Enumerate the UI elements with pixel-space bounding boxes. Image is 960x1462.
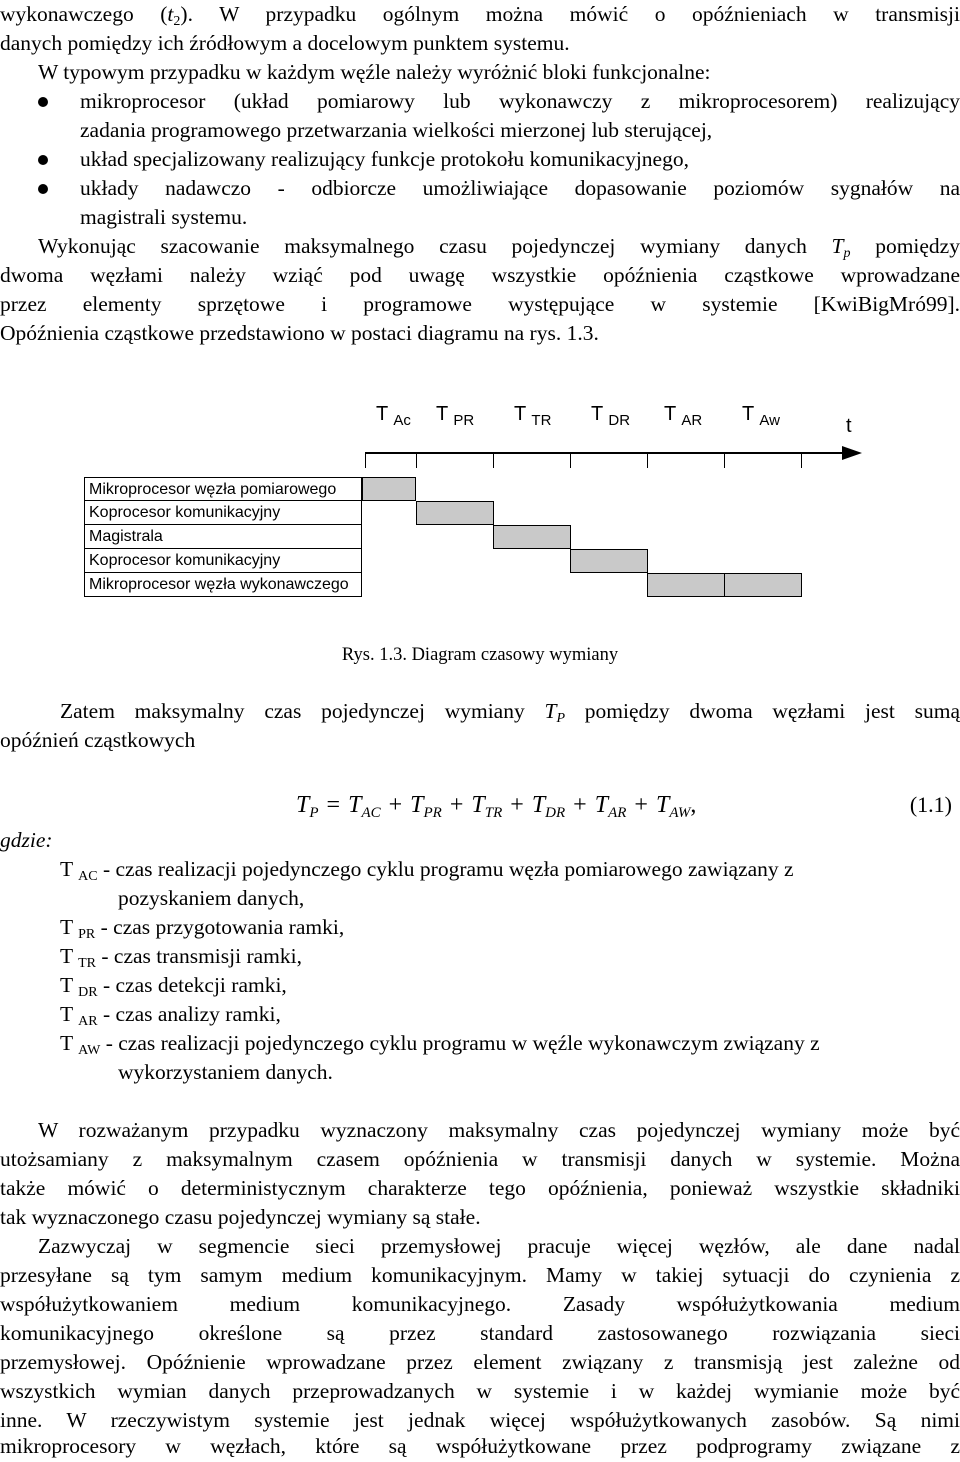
text-line: Zazwyczaj w segmencie sieci przemysłowej pracuje więcej węzłów, ale dane nadal (38, 1234, 960, 1258)
text-line: inne. W rzeczywistym systemie jest jednak więcej współużytkowanych zasobów. Są nimi (0, 1408, 960, 1432)
figure-caption: Rys. 1.3. Diagram czasowy wymiany (341, 645, 619, 665)
text-line: utożsamiany z maksymalnym czasem opóźnienia w transmisji danych w systemie. Można (0, 1147, 960, 1171)
text-line: Zatem maksymalny czas pojedynczej wymiany $T_P$ pomiędzy dwoma węzłami jest sumą (60, 699, 960, 726)
timing-block (647, 573, 725, 597)
text-line: przez elementy sprzętowe i programowe występujące w systemie [KwiBigMró99]. (0, 292, 960, 316)
equation-number: (1.1) (909, 792, 952, 817)
time-label: T $_{DR}$ (591, 403, 631, 429)
text-line: przesyłane są tym samym medium komunikacyjnym. Mamy w takiej sytuacji do czynienia z (0, 1263, 960, 1287)
text-line: tak wyznaczonego czasu pojedynczej wymiany są stałe. (0, 1205, 481, 1229)
text-line: przemysłowej. Opóźnienie wprowadzane przez element związany z transmisją jest zależne od (0, 1350, 960, 1374)
diagram-row-label: Koprocesor komunikacyjny (84, 501, 362, 525)
text-line: współużytkowaniem medium komunikacyjnego. Zasady współużytkowania medium (0, 1292, 960, 1316)
diagram-row-label: Magistrala (84, 525, 362, 549)
axis-label: t (846, 415, 852, 437)
arrow-right-icon (842, 446, 862, 460)
diagram-row-label: Mikroprocesor węzła wykonawczego (84, 573, 362, 597)
definition-item: T $_{AR}$ - czas analizy ramki, (60, 1002, 281, 1029)
bullet-text: magistrali systemu. (80, 205, 248, 229)
text-line: Opóźnienia cząstkowe przedstawiono w postaci diagramu na rys. 1.3. (0, 321, 599, 345)
axis-tick (570, 452, 571, 468)
bullet-text: układy nadawczo - odbiorcze umożliwiające dopasowanie poziomów sygnałów na (80, 176, 960, 200)
definition-item: T $_{DR}$ - czas detekcji ramki, (60, 973, 287, 1000)
text-line: wykonawczego $(t_2)$. W przypadku ogólnym można mówić o opóźnieniach w transmisji (0, 2, 960, 29)
bullet-text: zadania programowego przetwarzania wielkości mierzonej lub sterującej, (80, 118, 713, 142)
bullet-text: układ specjalizowany realizujący funkcje protokołu komunikacyjnego, (80, 147, 689, 171)
axis-tick (647, 452, 648, 468)
text-line: dwoma węzłami należy wziąć pod uwagę wszystkie opóźnienia cząstkowe wprowadzane (0, 263, 960, 287)
definitions-heading: gdzie: (0, 828, 53, 852)
axis-tick (493, 452, 494, 468)
text-line: opóźnień cząstkowych (0, 728, 196, 752)
diagram-row-label: Mikroprocesor węzła pomiarowego (84, 477, 362, 501)
definition-item: T $_{AW}$ - czas realizacji pojedynczego cyklu programu w węźle wykonawczym związany z (60, 1031, 820, 1058)
time-label: T $_{Aw}$ (742, 403, 780, 429)
text-line: W rozważanym przypadku wyznaczony maksymalny czas pojedynczej wymiany może być (38, 1118, 960, 1142)
timing-block (493, 525, 571, 549)
definition-item: T $_{TR}$ - czas transmisji ramki, (60, 944, 302, 971)
time-axis (365, 452, 845, 454)
time-label: T $_{Ac}$ (376, 403, 411, 429)
text-line: wszystkich wymian danych przeprowadzanych w systemie i w każdej wymianie może być (0, 1379, 960, 1403)
time-label: T $_{PR}$ (436, 403, 475, 429)
time-label: T $_{TR}$ (514, 403, 552, 429)
timing-block (724, 573, 802, 597)
text-line: także mówić o deterministycznym charakterze tego opóźnienia, ponieważ wszystkie składniki (0, 1176, 960, 1200)
bullet-icon (38, 155, 48, 165)
text-line: mikroprocesory w węzłach, które są współużytkowane przez podprogramy związane z (0, 1434, 960, 1458)
bullet-icon (38, 184, 48, 194)
axis-tick (801, 452, 802, 468)
axis-tick (724, 452, 725, 468)
text-line: danych pomiędzy ich źródłowym a docelowym punktem systemu. (0, 31, 570, 55)
text-line: Wykonując szacowanie maksymalnego czasu pojedynczej wymiany danych $T_p$ pomiędzy (38, 234, 960, 261)
axis-tick (416, 452, 417, 468)
timing-block (362, 477, 416, 501)
text-line: W typowym przypadku w każdym węźle należy wyróżnić bloki funkcjonalne: (38, 60, 711, 84)
timing-block (416, 501, 494, 525)
bullet-icon (38, 97, 48, 107)
definition-item: T $_{PR}$ - czas przygotowania ramki, (60, 915, 345, 942)
definition-continuation: wykorzystaniem danych. (118, 1060, 333, 1084)
diagram-row-label: Koprocesor komunikacyjny (84, 549, 362, 573)
bullet-text: mikroprocesor (układ pomiarowy lub wykonawczy z mikroprocesorem) realizujący (80, 89, 960, 113)
time-label: T $_{AR}$ (664, 403, 703, 429)
equation: $T_P = T_{AC} + T_{PR} + T_{TR} + T_{DR} + T_{AR} + T_{AW}$, (296, 792, 697, 821)
axis-tick (365, 452, 366, 468)
definition-continuation: pozyskaniem danych, (118, 886, 305, 910)
text-line: komunikacyjnego określone są przez standard zastosowanego rozwiązania sieci (0, 1321, 960, 1345)
timing-block (570, 549, 648, 573)
definition-item: T $_{AC}$ - czas realizacji pojedynczego cyklu programu węzła pomiarowego zawiązany z (60, 857, 794, 884)
